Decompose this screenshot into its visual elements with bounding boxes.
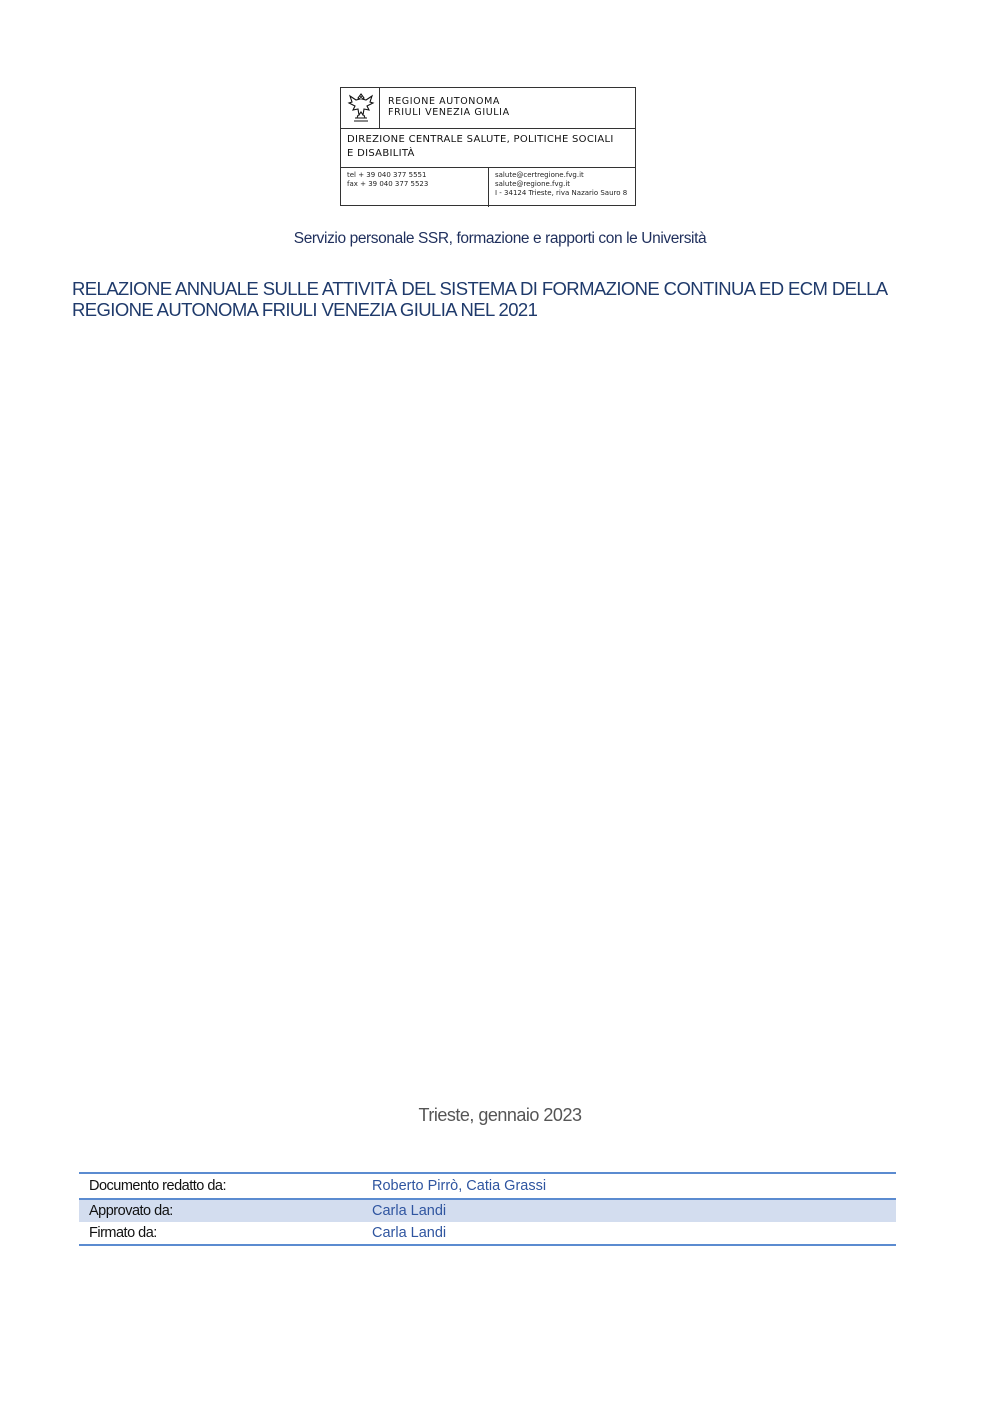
- department-block: [341, 129, 635, 168]
- tel-number: tel + 39 040 377 5551: [347, 171, 427, 179]
- signed-by-label: Firmato da:: [79, 1222, 362, 1245]
- department-line-2: E DISABILITÀ: [347, 148, 415, 159]
- cert-email-link[interactable]: salute@certregione.fvg.it: [495, 171, 584, 179]
- region-name: [388, 96, 510, 118]
- drafted-by-label: Documento redatto da:: [79, 1173, 362, 1199]
- department-line-1: DIREZIONE CENTRALE SALUTE, POLITICHE SOCIALI: [347, 134, 614, 145]
- letterhead: [340, 87, 636, 206]
- signature-table: [79, 1172, 896, 1246]
- approved-by-label: Approvato da:: [79, 1199, 362, 1222]
- table-row: [79, 1222, 896, 1245]
- title-line-1: RELAZIONE ANNUALE SULLE ATTIVITÀ DEL SISTEMA DI FORMAZIONE CONTINUA ED ECM DELLA: [72, 278, 888, 299]
- contacts-block: [341, 168, 635, 207]
- fax-number: fax + 39 040 377 5523: [347, 180, 429, 188]
- signed-by-value: Carla Landi: [362, 1222, 896, 1245]
- service-name: Servizio personale SSR, formazione e rapporti con le Università: [293, 230, 707, 247]
- phone-contacts: [347, 171, 428, 189]
- region-line-1: REGIONE AUTONOMA: [388, 96, 500, 107]
- document-title: [72, 278, 942, 320]
- place-date: Trieste, gennaio 2023: [418, 1105, 582, 1125]
- title-line-2: REGIONE AUTONOMA FRIULI VENEZIA GIULIA NEL 2021: [72, 299, 538, 320]
- email-contacts: [495, 171, 627, 198]
- letterhead-header: [341, 88, 635, 129]
- contacts-divider: [488, 168, 489, 207]
- email-link[interactable]: salute@regione.fvg.it: [495, 180, 571, 188]
- table-row: [79, 1199, 896, 1222]
- address: I - 34124 Trieste, riva Nazario Sauro 8: [495, 189, 628, 197]
- letterhead-divider: [379, 88, 380, 128]
- drafted-by-value: Roberto Pirrò, Catia Grassi: [362, 1173, 896, 1199]
- eagle-crest-icon: [346, 91, 376, 125]
- region-line-2: FRIULI VENEZIA GIULIA: [388, 107, 510, 118]
- approved-by-value: Carla Landi: [362, 1199, 896, 1222]
- table-row: [79, 1173, 896, 1199]
